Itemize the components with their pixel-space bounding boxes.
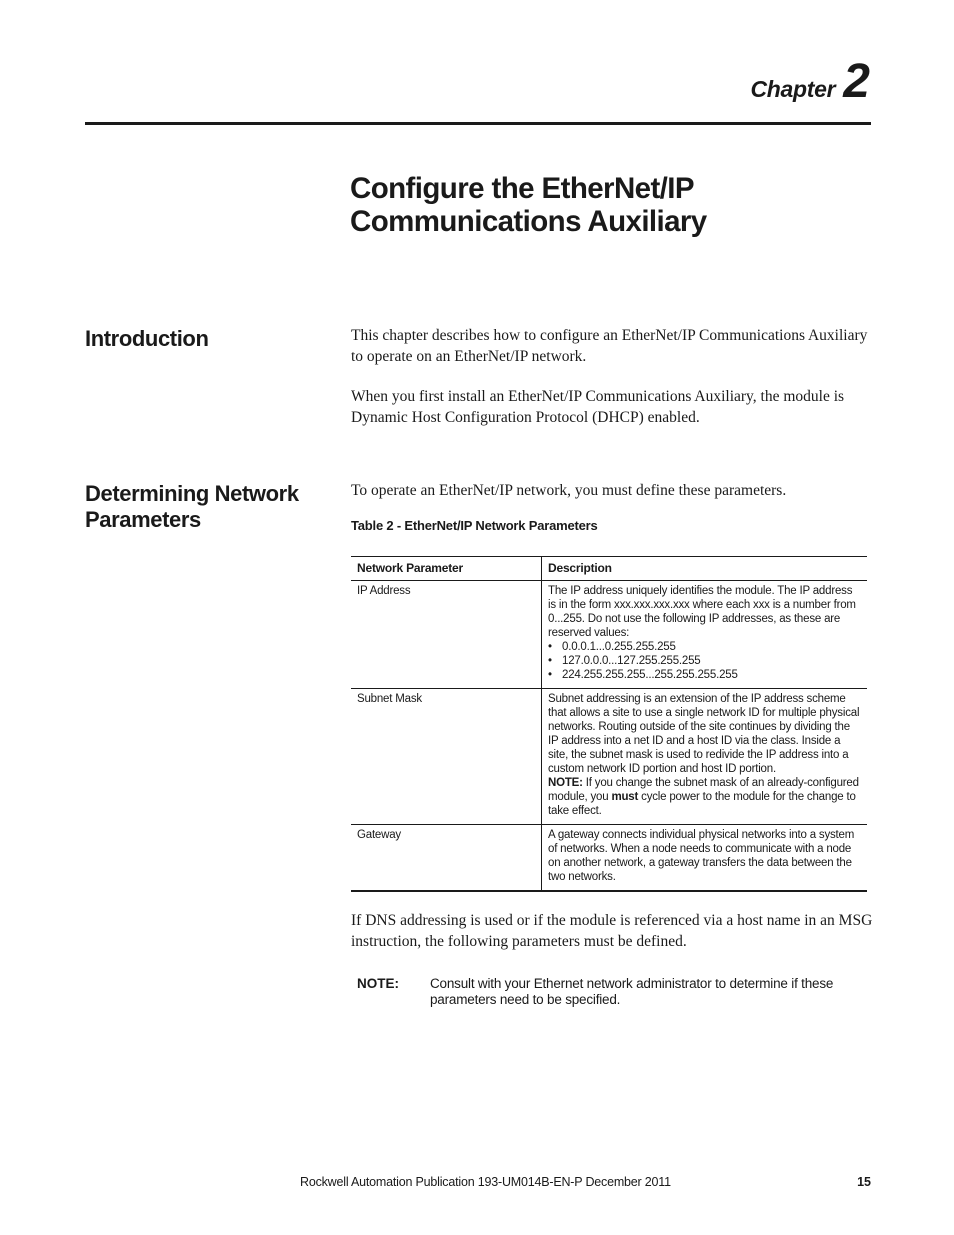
network-parameters-heading: Determining Network Parameters [85, 481, 299, 532]
table-row [351, 689, 867, 825]
table-caption: Table 2 - EtherNet/IP Network Parameters [351, 518, 598, 533]
table-row [351, 581, 867, 689]
subnet-note-text-1: If you change the subnet mask of an already-configured module, you [548, 777, 859, 803]
parameter-cell: Subnet Mask [351, 689, 542, 825]
subnet-note-label: NOTE: [548, 777, 583, 789]
subnet-note-emphasis: must [611, 791, 639, 803]
introduction-heading: Introduction [85, 326, 209, 351]
page-number: 15 [857, 1175, 871, 1189]
chapter-divider [85, 122, 871, 125]
network-parameters-table [351, 556, 867, 892]
dns-paragraph: If DNS addressing is used or if the module is referenced via a host name in an MSG instruction, the following parameters must be defined. [351, 912, 873, 950]
table-header-row [351, 557, 867, 581]
description-cell: A gateway connects individual physical networks into a system of networks. When a node needs to communicate with a node on another network, a gateway transfers the data between the two networks. [542, 825, 868, 892]
note-label: NOTE: [357, 976, 399, 991]
list-item: • 0.0.0.1...0.255.255.255 [548, 640, 861, 654]
note-text: Consult with your Ethernet network administrator to determine if these parameters need to be specified. [430, 976, 834, 1007]
description-cell [542, 581, 868, 689]
description-text: The IP address uniquely identifies the module. The IP address is in the form xxx.xxx.xxx.xxx where each xxx is a number from 0...255. Do not use the following IP addresses, as these are reserved values: [548, 585, 856, 639]
chapter-number: 2 [843, 55, 870, 108]
chapter-heading [750, 55, 870, 108]
table-row [351, 825, 867, 892]
chapter-label: Chapter [750, 76, 836, 102]
column-header-description: Description [542, 557, 868, 581]
description-cell [542, 689, 868, 825]
subnet-note [548, 776, 861, 818]
reserved-address-list [548, 640, 861, 682]
column-header-parameter: Network Parameter [351, 557, 542, 581]
parameter-cell: Gateway [351, 825, 542, 892]
footer-publication: Rockwell Automation Publication 193-UM014B-EN-P December 2011 [300, 1175, 671, 1189]
list-item: • 127.0.0.0...127.255.255.255 [548, 654, 861, 668]
list-item: • 224.255.255.255...255.255.255.255 [548, 668, 861, 682]
introduction-paragraph-1: This chapter describes how to configure an EtherNet/IP Communications Auxiliary to operate on an EtherNet/IP network. [351, 327, 868, 365]
page-title: Configure the EtherNet/IP Communications Auxiliary [350, 172, 707, 238]
introduction-paragraph-2: When you first install an EtherNet/IP Communications Auxiliary, the module is Dynamic Host Configuration Protocol (DHCP) enabled. [351, 388, 845, 426]
network-parameters-paragraph: To operate an EtherNet/IP network, you must define these parameters. [351, 482, 787, 499]
subnet-note-text-2: cycle power to the module for the change to take effect. [548, 791, 856, 817]
description-text: Subnet addressing is an extension of the IP address scheme that allows a site to use a single network ID for multiple physical networks. Routing outside of the site continues by dividing the IP address into a net ID and a host ID via the class. Inside a site, the subnet mask is used to redivide the IP address into a custom network ID portion and host ID portion. [548, 693, 860, 775]
parameter-cell: IP Address [351, 581, 542, 689]
